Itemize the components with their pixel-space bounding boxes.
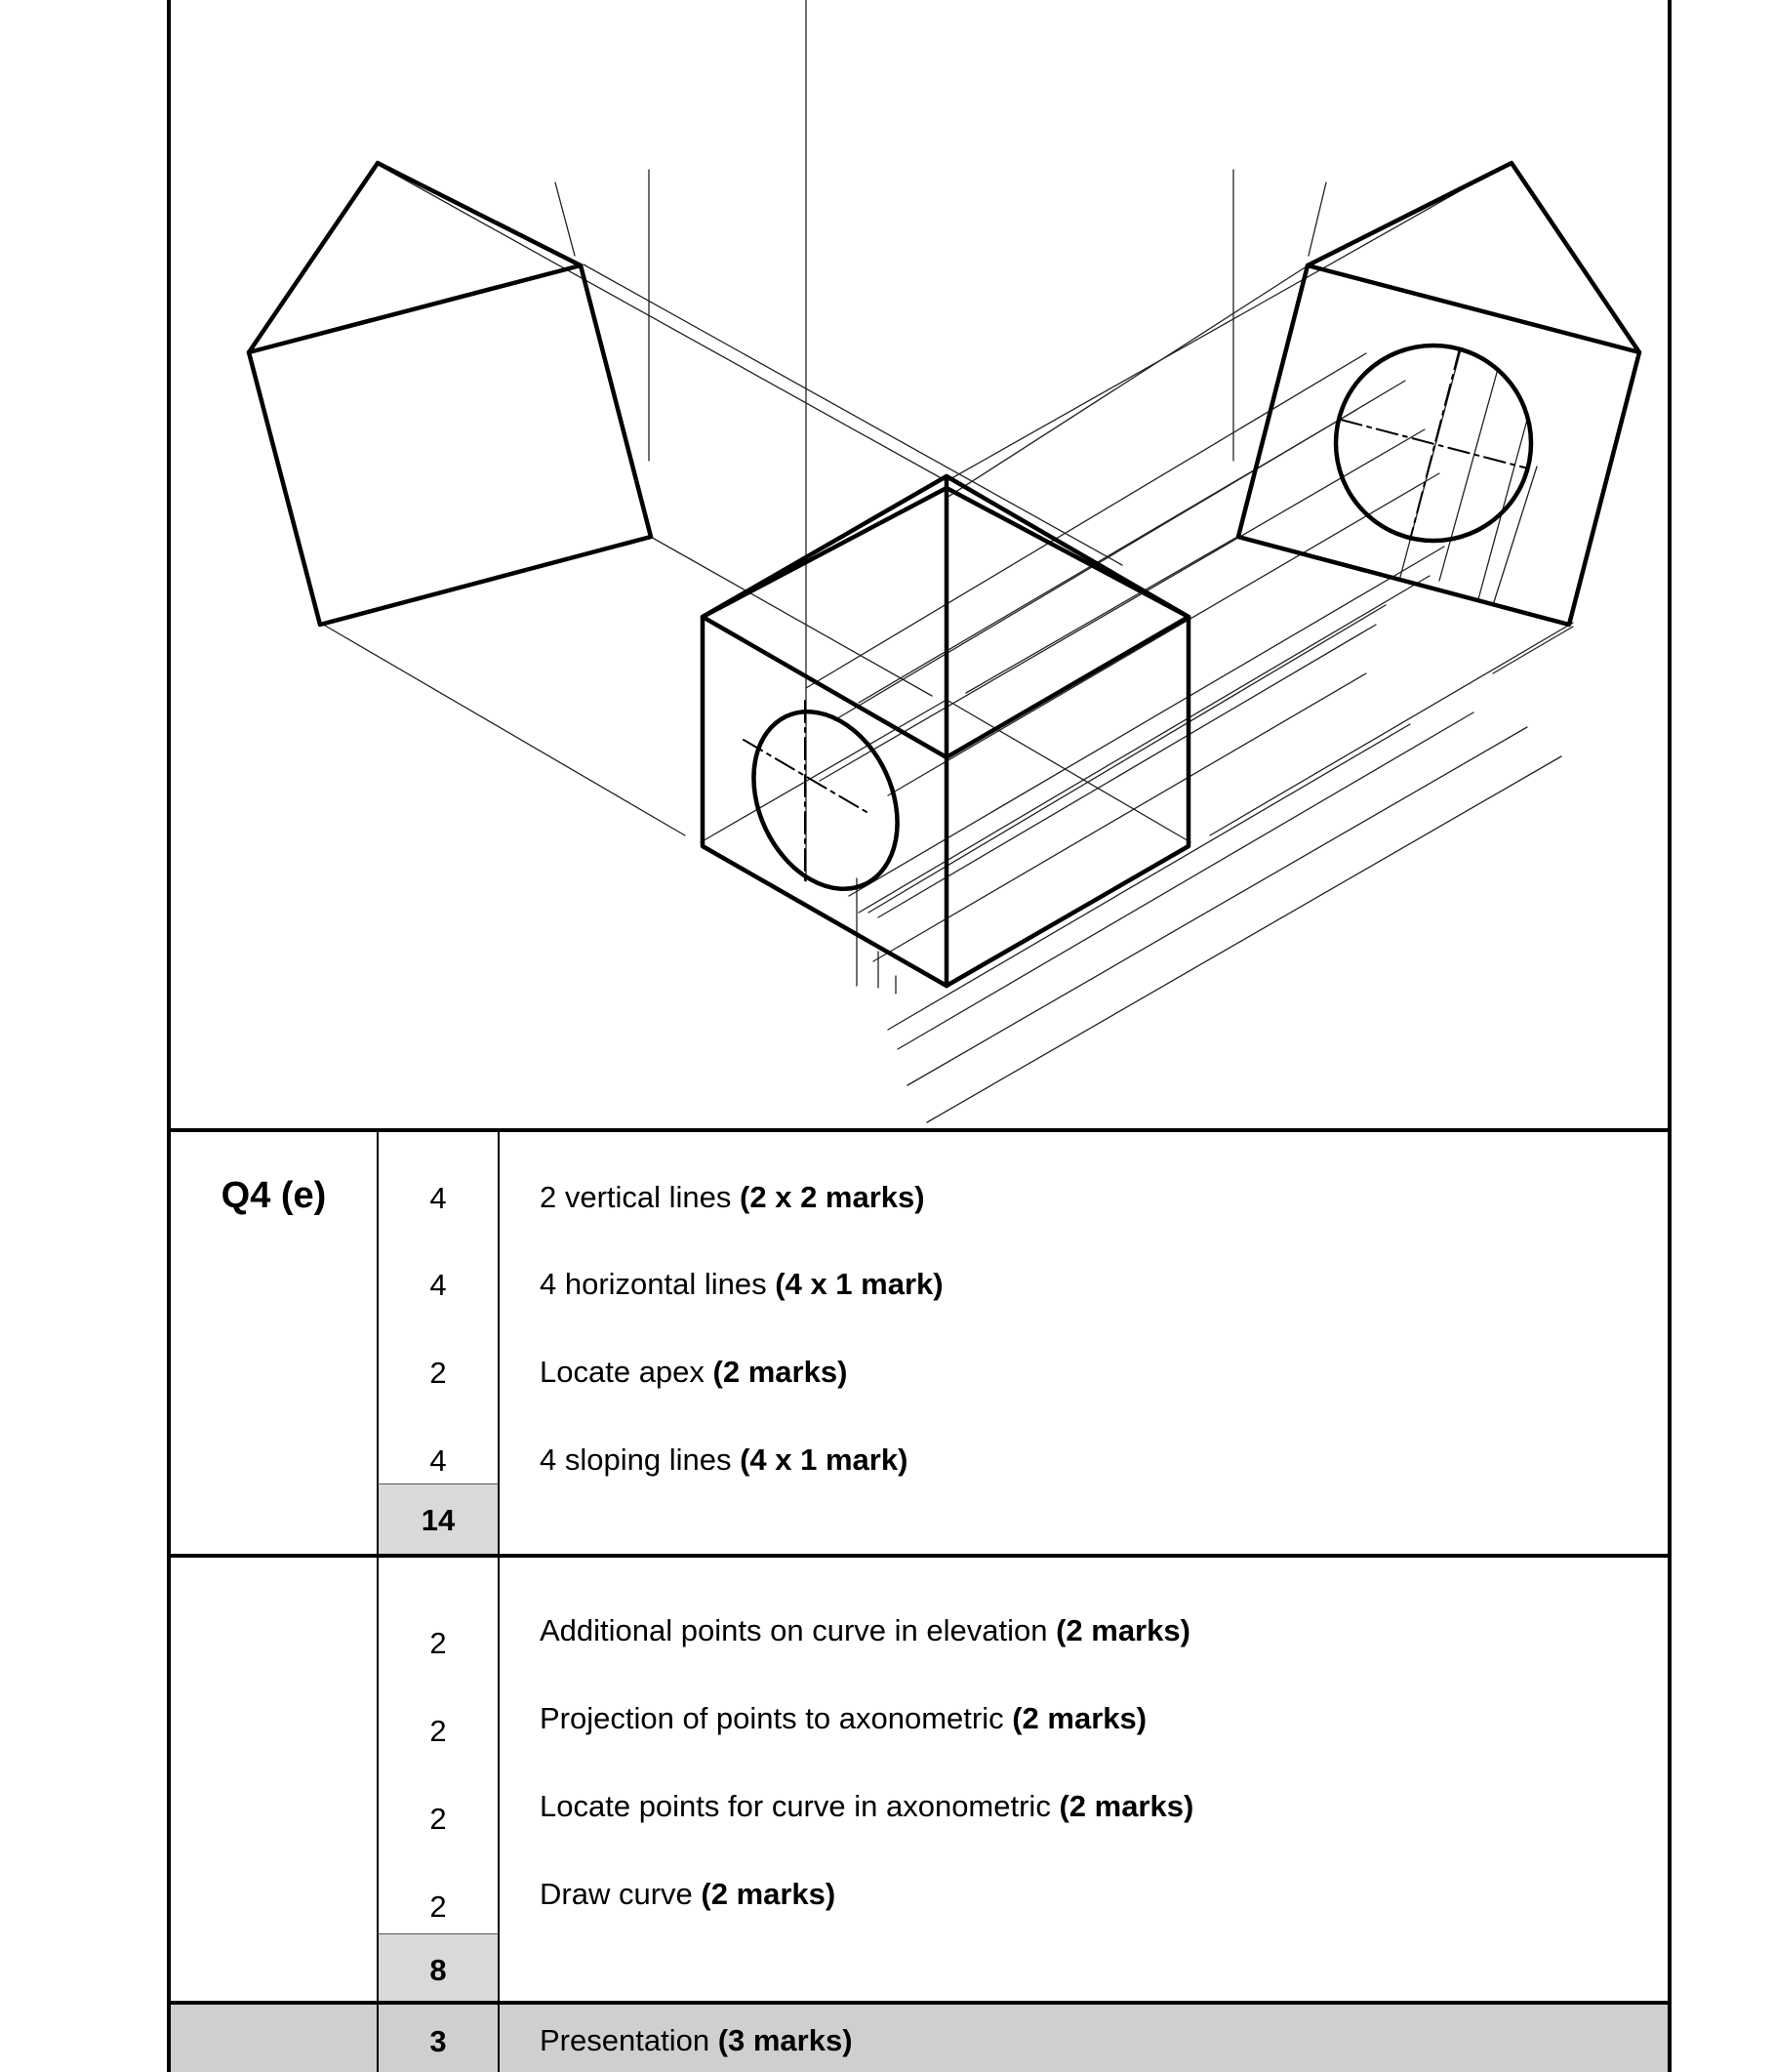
criterion-text: Presentation (3 marks) (540, 2023, 853, 2057)
criterion-text: 4 horizontal lines (4 x 1 mark) (540, 1267, 944, 1301)
right-circle-centerlines (1341, 348, 1528, 540)
subtotal-separator (378, 1933, 498, 1934)
axonometric-drawing (171, 0, 1668, 1128)
mark-value: 2 (429, 1714, 447, 1748)
criterion-text: Locate apex (2 marks) (540, 1355, 848, 1389)
criterion-text: Draw curve (2 marks) (540, 1877, 836, 1911)
criterion-text: Projection of points to axonometric (2 marks) (540, 1701, 1148, 1735)
mark-value: 2 (429, 1356, 447, 1390)
frame-right-border (1668, 0, 1672, 2072)
subtotal-separator (378, 1483, 498, 1484)
mark-value: 2 (429, 1889, 447, 1924)
mark-value: 4 (429, 1268, 447, 1302)
mark-value: 4 (429, 1181, 447, 1215)
subtotal-value: 14 (421, 1503, 456, 1537)
left-elevation (249, 163, 651, 625)
mark-value: 3 (429, 2024, 447, 2058)
criterion-text: 4 sloping lines (4 x 1 mark) (540, 1442, 908, 1477)
column-divider (498, 1132, 500, 2072)
mark-value: 4 (429, 1443, 447, 1478)
mark-value: 2 (429, 1626, 447, 1660)
criterion-text: Additional points on curve in elevation (2 marks) (540, 1613, 1190, 1647)
subtotal-value: 8 (429, 1953, 447, 1987)
criterion-text: 2 vertical lines (2 x 2 marks) (540, 1180, 925, 1214)
criterion-text: Locate points for curve in axonometric (2 marks) (540, 1789, 1194, 1823)
section-divider-rule (167, 1554, 1672, 1558)
table-top-rule (167, 1128, 1672, 1132)
question-label: Q4 (e) (221, 1175, 327, 1216)
mark-value: 2 (429, 1802, 447, 1836)
